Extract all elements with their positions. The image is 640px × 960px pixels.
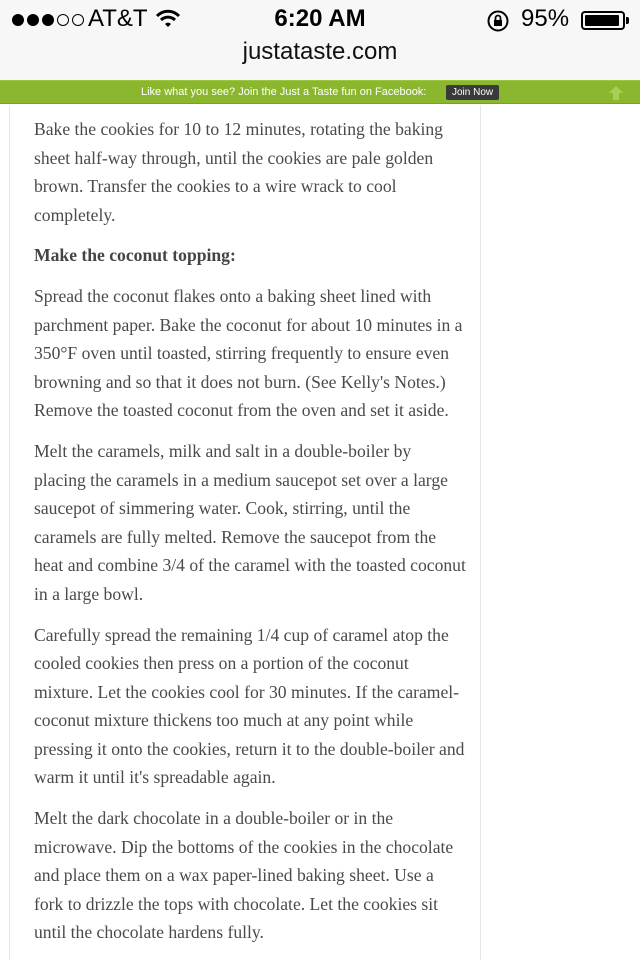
battery-icon <box>581 11 625 30</box>
instruction-paragraph: Spread the coconut flakes onto a baking sheet lined with parchment paper. Bake the coconut for about 10 minutes in a 350°F oven until toasted, stirring frequently to ensure even browning and so that it does not burn. (See Kelly's Notes.) Remove the toasted coconut from the oven and set it aside. <box>34 285 463 421</box>
instruction-paragraph: Melt the dark chocolate in a double-boiler or in the microwave. Dip the bottoms of the cookies in the chocolate and place them on a wax paper-lined baking sheet. Use a fork to drizzle the tops with chocolate. Let the cookies sit until the chocolate hardens fully. <box>34 808 454 943</box>
clock: 6:20 AM <box>274 5 366 32</box>
join-now-button[interactable]: Join Now <box>446 85 499 100</box>
arrow-up-icon[interactable] <box>607 85 625 104</box>
instruction-paragraph: Melt the caramels, milk and salt in a double-boiler by placing the caramels in a medium saucepot set over a large saucepot of simmering water. Cook, stirring, until the caramels are fully melted. Remove the saucepot from the heat and combine 3/4 of the caramel with the toasted coconut in a large bowl. <box>34 440 466 604</box>
article-column <box>9 105 481 960</box>
address-bar-url[interactable]: justataste.com <box>242 38 398 65</box>
status-bar <box>0 0 640 40</box>
facebook-promo-bar <box>0 80 640 104</box>
instruction-paragraph: Bake the cookies for 10 to 12 minutes, rotating the baking sheet half-way through, until the cookies are pale golden brown. Transfer the cookies to a wire wrack to cool completely. <box>34 119 443 225</box>
rotation-lock-icon <box>486 9 510 38</box>
browser-header <box>0 0 640 80</box>
battery-tip <box>626 17 629 24</box>
recipe-instructions <box>34 115 466 959</box>
battery-percentage: 95% <box>521 5 570 32</box>
battery-level <box>585 15 619 26</box>
section-heading: Make the coconut topping: <box>34 245 236 266</box>
instruction-paragraph: Carefully spread the remaining 1/4 cup of caramel atop the cooled cookies then press on a portion of the coconut mixture. Let the cookies cool for 30 minutes. If the caramel-coconut mixture thickens too much at any point while pressing it onto the cookies, return it to the double-boiler and warm it until it's spreadable again. <box>34 624 465 788</box>
carrier-name: AT&T <box>88 5 148 32</box>
promo-text: Like what you see? Join the Just a Taste fun on Facebook: <box>141 86 427 98</box>
